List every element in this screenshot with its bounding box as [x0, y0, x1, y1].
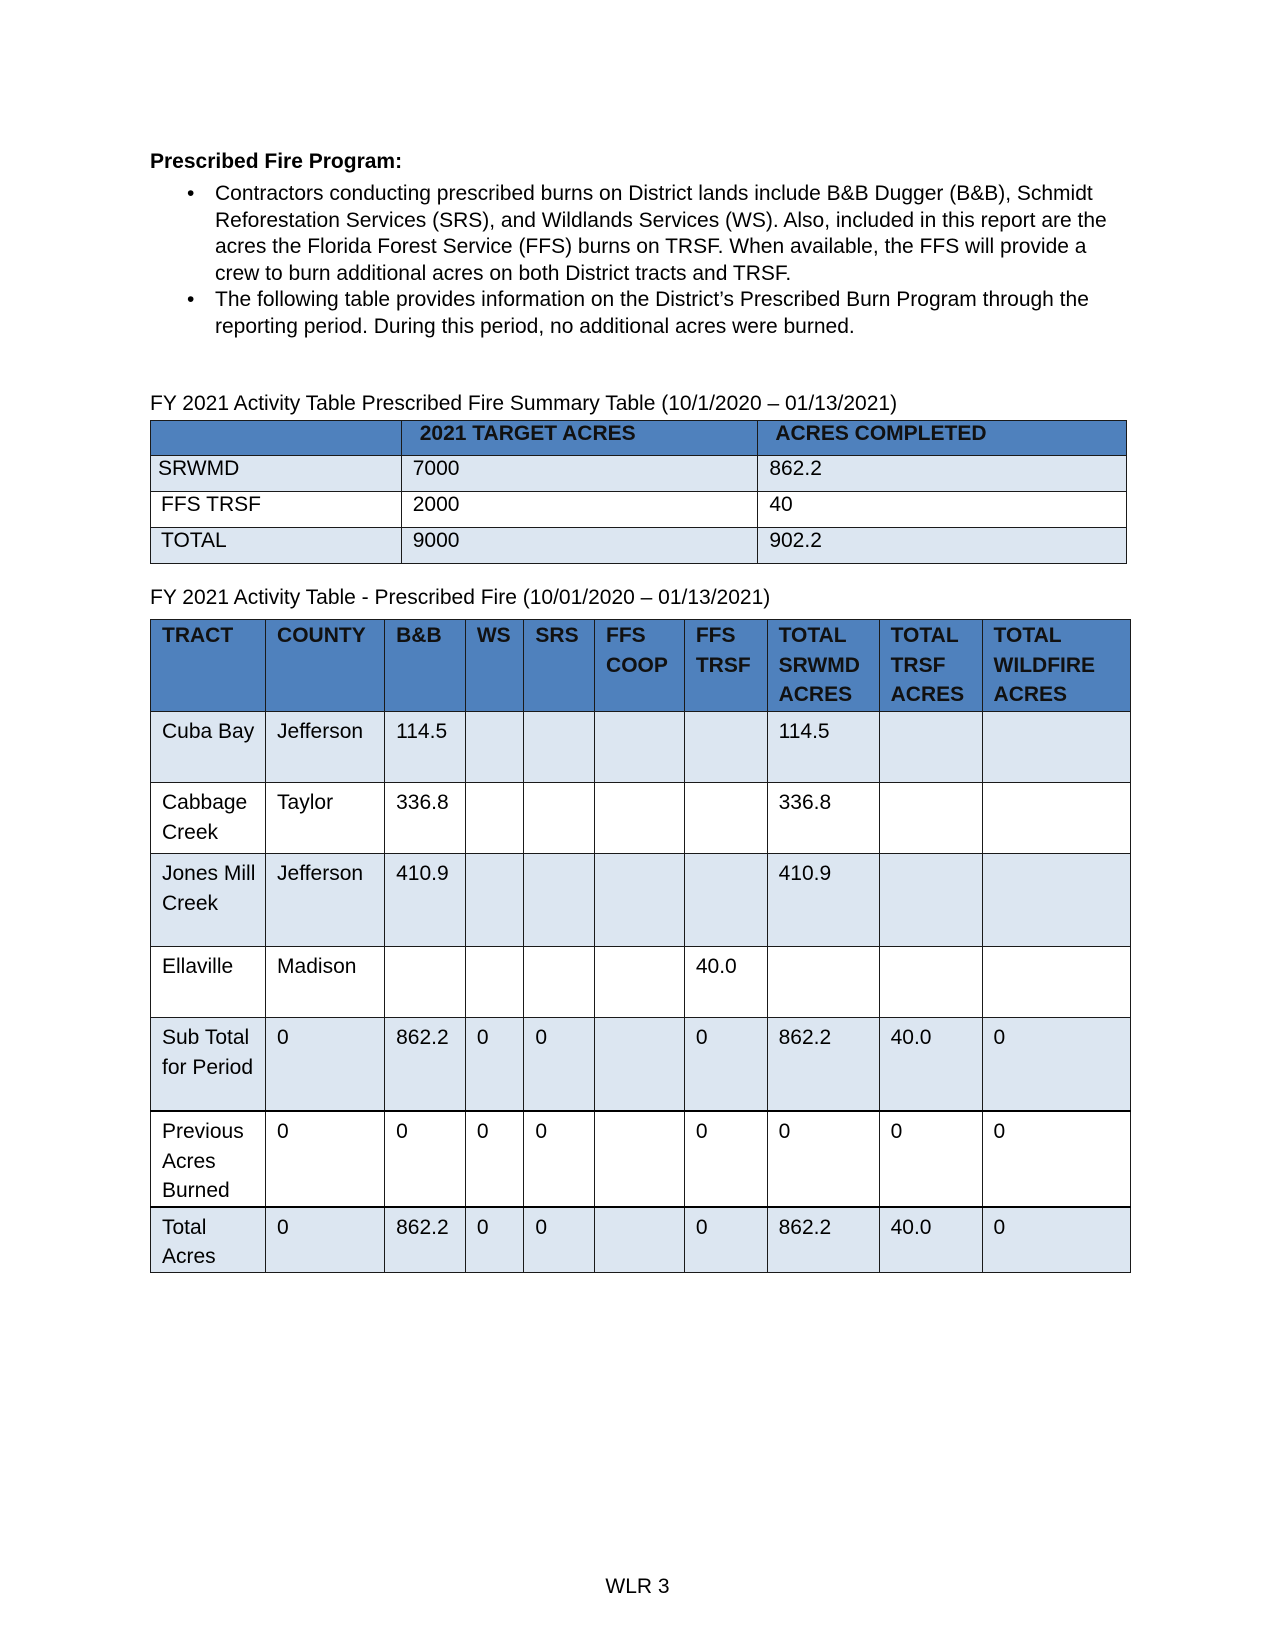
- bullet-list: [187, 181, 1107, 340]
- bullet-text: The following table provides information on the District’s Prescribed Burn Program through the reporting period. During this period, no additional acres were burned.: [215, 288, 1089, 338]
- table-cell: 0: [982, 1018, 1130, 1112]
- table-cell: [879, 783, 982, 854]
- table-cell: 40: [758, 492, 1127, 528]
- table-row: [151, 712, 1131, 783]
- summary-table-caption: FY 2021 Activity Table Prescribed Fire Summary Table (10/1/2020 – 01/13/2021): [150, 392, 898, 415]
- table-cell: 0: [684, 1207, 767, 1273]
- table-cell: 0: [982, 1207, 1130, 1273]
- table-cell: FFS TRSF: [151, 492, 402, 528]
- table-cell: [982, 854, 1130, 947]
- summary-header-row: [151, 421, 1127, 456]
- table-row: [151, 854, 1131, 947]
- table-cell: [982, 947, 1130, 1018]
- table-cell: 0: [385, 1111, 466, 1207]
- activity-header-cell: TOTAL TRSF ACRES: [879, 620, 982, 712]
- table-cell: Ellaville: [151, 947, 266, 1018]
- table-cell: 0: [465, 1111, 524, 1207]
- table-row: [151, 492, 1127, 528]
- table-cell: 114.5: [767, 712, 879, 783]
- activity-header-cell: FFS COOP: [595, 620, 685, 712]
- activity-header-row: [151, 620, 1131, 712]
- table-cell: [465, 712, 524, 783]
- table-cell: Jefferson: [266, 854, 385, 947]
- table-cell: 40.0: [879, 1207, 982, 1273]
- table-cell: 336.8: [385, 783, 466, 854]
- section-heading: Prescribed Fire Program:: [150, 150, 403, 173]
- table-cell: 7000: [401, 456, 758, 492]
- bullet-item: [187, 287, 1107, 340]
- bullet-icon: •: [187, 182, 195, 205]
- table-cell: [595, 712, 685, 783]
- activity-header-cell: TRACT: [151, 620, 266, 712]
- activity-header-cell: WS: [465, 620, 524, 712]
- table-row: [151, 783, 1131, 854]
- summary-header-cell: ACRES COMPLETED: [758, 421, 1127, 456]
- table-cell: SRWMD: [151, 456, 402, 492]
- table-cell: Jefferson: [266, 712, 385, 783]
- table-cell: Taylor: [266, 783, 385, 854]
- table-cell: 0: [266, 1018, 385, 1112]
- table-cell: 0: [465, 1207, 524, 1273]
- table-cell: [595, 854, 685, 947]
- table-cell: 0: [465, 1018, 524, 1112]
- table-cell: 2000: [401, 492, 758, 528]
- table-cell: [465, 783, 524, 854]
- table-cell: 0: [524, 1111, 595, 1207]
- table-cell: [595, 1207, 685, 1273]
- table-cell: 0: [524, 1207, 595, 1273]
- table-cell: 410.9: [385, 854, 466, 947]
- table-cell: [385, 947, 466, 1018]
- table-cell: 0: [266, 1111, 385, 1207]
- table-cell: Jones Mill Creek: [151, 854, 266, 947]
- table-cell: 862.2: [385, 1018, 466, 1112]
- table-cell: 862.2: [758, 456, 1127, 492]
- bullet-item: [187, 181, 1107, 287]
- table-cell: 336.8: [767, 783, 879, 854]
- table-cell: [524, 712, 595, 783]
- table-cell: 40.0: [684, 947, 767, 1018]
- table-cell: 0: [524, 1018, 595, 1112]
- table-cell: 862.2: [767, 1207, 879, 1273]
- table-cell: 862.2: [767, 1018, 879, 1112]
- summary-header-cell: [151, 421, 402, 456]
- table-cell: [879, 854, 982, 947]
- table-cell: [595, 1111, 685, 1207]
- table-cell: [465, 854, 524, 947]
- page-footer: WLR 3: [605, 1575, 670, 1598]
- table-cell: 0: [767, 1111, 879, 1207]
- bullet-icon: •: [187, 288, 195, 311]
- table-cell: Cuba Bay: [151, 712, 266, 783]
- table-cell: [595, 947, 685, 1018]
- table-cell: [524, 854, 595, 947]
- table-row: [151, 1111, 1131, 1207]
- table-cell: 862.2: [385, 1207, 466, 1273]
- table-cell: 40.0: [879, 1018, 982, 1112]
- table-row: [151, 456, 1127, 492]
- activity-table: [150, 619, 1131, 1273]
- table-cell: [684, 783, 767, 854]
- table-cell: 410.9: [767, 854, 879, 947]
- table-cell: 0: [266, 1207, 385, 1273]
- table-cell: [767, 947, 879, 1018]
- activity-header-cell: COUNTY: [266, 620, 385, 712]
- table-cell: 902.2: [758, 528, 1127, 564]
- summary-header-cell: 2021 TARGET ACRES: [401, 421, 758, 456]
- table-cell: TOTAL: [151, 528, 402, 564]
- table-cell: 0: [684, 1111, 767, 1207]
- summary-table: [150, 420, 1127, 564]
- activity-table-caption: FY 2021 Activity Table - Prescribed Fire (10/01/2020 – 01/13/2021): [150, 586, 771, 609]
- table-row: [151, 1018, 1131, 1112]
- table-cell: [595, 783, 685, 854]
- table-cell: 114.5: [385, 712, 466, 783]
- table-row: [151, 947, 1131, 1018]
- table-cell: [684, 854, 767, 947]
- table-cell: 0: [684, 1018, 767, 1112]
- activity-header-cell: FFS TRSF: [684, 620, 767, 712]
- table-cell: [524, 783, 595, 854]
- table-cell: Previous Acres Burned: [151, 1111, 266, 1207]
- table-cell: [465, 947, 524, 1018]
- table-cell: [879, 712, 982, 783]
- activity-header-cell: TOTAL SRWMD ACRES: [767, 620, 879, 712]
- table-cell: 0: [982, 1111, 1130, 1207]
- table-cell: Cabbage Creek: [151, 783, 266, 854]
- table-cell: Madison: [266, 947, 385, 1018]
- table-cell: [982, 712, 1130, 783]
- activity-header-cell: TOTAL WILDFIRE ACRES: [982, 620, 1130, 712]
- table-cell: [879, 947, 982, 1018]
- bullet-text: Contractors conducting prescribed burns on District lands include B&B Dugger (B&B), Schmidt Reforestation Services (SRS), and Wildlands Services (WS). Also, included in this report are the acres the Florida Forest Service (FFS) burns on TRSF. When available, the FFS will provide a crew to burn additional acres on both District tracts and TRSF.: [215, 182, 1107, 285]
- activity-header-cell: B&B: [385, 620, 466, 712]
- table-cell: Sub Total for Period: [151, 1018, 266, 1112]
- table-cell: [595, 1018, 685, 1112]
- table-cell: 0: [879, 1111, 982, 1207]
- table-cell: [684, 712, 767, 783]
- table-row: [151, 1207, 1131, 1273]
- table-cell: [524, 947, 595, 1018]
- table-row: [151, 528, 1127, 564]
- table-cell: 9000: [401, 528, 758, 564]
- activity-header-cell: SRS: [524, 620, 595, 712]
- table-cell: Total Acres: [151, 1207, 266, 1273]
- table-cell: [982, 783, 1130, 854]
